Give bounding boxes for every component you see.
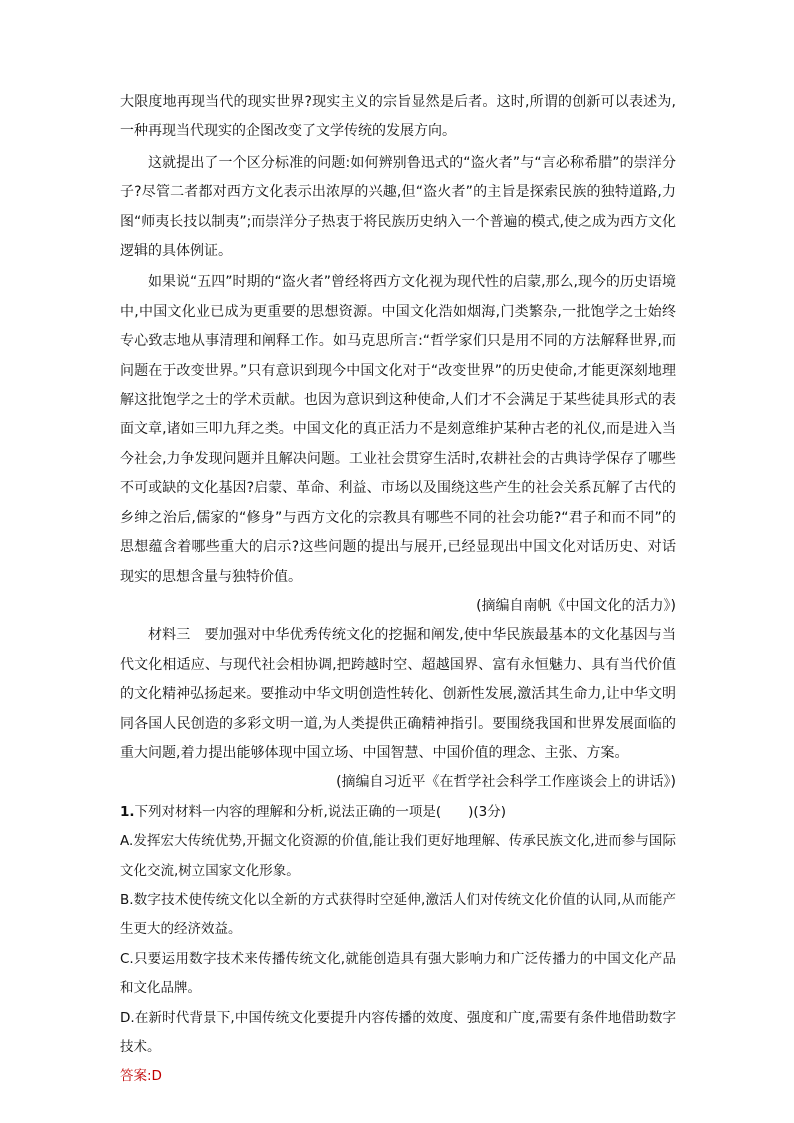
paragraph-chinese-culture: 如果说“五四”时期的“盗火者”曾经将西方文化视为现代性的启蒙,那么,现今的历史语境中,中国文化业已成为更重要的思想资源。中国文化浩如烟海,门类繁杂,一批饱学之士始终专心致志地从事清理和阐释工作。如马克思所言:“哲学家们只是用不同的方法解释世界,而问题在于改变世界。”只有意识到现今中国文化对于“改变世界”的历史使命,才能更深刻地理解这批饱学之士的学术贡献。也因为意识到这种使命,人们才不会满足于某些徒具形式的表面文章,诸如三叩九拜之类。中国文化的真正活力不是刻意维护某种古老的礼仪,而是进入当今社会,力争发现问题并且解决问题。工业社会贯穿生活时,农耕社会的古典诗学保存了哪些不可或缺的文化基因?启蒙、革命、利益、市场以及围绕这些产生的社会关系瓦解了古代的乡绅之治后,儒家的“修身”与西方文化的宗教具有哪些不同的社会功能?“君子和而不同”的思想蕴含着哪些重大的启示?这些问题的提出与展开,已经显现出中国文化对话历史、对话现实的思想含量与独特价值。: [120, 274, 676, 585]
option-b: B.数字技术使传统文化以全新的方式获得时空延伸,激活人们对传统文化价值的认同,从而能产生更大的经济效益。: [120, 891, 676, 938]
option-d: D.在新时代背景下,中国传统文化要提升内容传播的效度、强度和广度,需要有条件地借助数字技术。: [120, 1009, 676, 1055]
paragraph-distinction: 这就提出了一个区分标准的问题:如何辨别鲁迅式的“盗火者”与“言必称希腊”的崇洋分子?尽管二者都对西方文化表示出浓厚的兴趣,但“盗火者”的主旨是探索民族的独特道路,力图“师夷长技以制夷”;而崇洋分子热衷于将民族历史纳入一个普遍的模式,使之成为西方文化逻辑的具体例证。: [120, 154, 676, 260]
question-text: 下列对材料一内容的理解和分析,说法正确的一项是( )(3分): [134, 803, 506, 820]
answer-key: 答案:D: [120, 1068, 162, 1085]
option-c: C.只要运用数字技术来传播传统文化,就能创造具有强大影响力和广泛传播力的中国文化产品和文化品牌。: [120, 950, 676, 997]
option-a: A.发挥宏大传统优势,开掘文化资源的价值,能让我们更好地理解、传承民族文化,进而参与国际文化交流,树立国家文化形象。: [120, 833, 676, 879]
paragraph-material-three: 材料三 要加强对中华优秀传统文化的挖掘和阐发,使中华民族最基本的文化基因与当代文化相适应、与现代社会相协调,把跨越时空、超越国界、富有永恒魅力、具有当代价值的文化精神弘扬起来。要推动中华文明创造性转化、创新性发展,激活其生命力,让中华文明同各国人民创造的多彩文明一道,为人类提供正确精神指引。要围绕我国和世界发展面临的重大问题,着力提出能够体现中国立场、中国智慧、中国价值的理念、主张、方案。: [120, 627, 676, 761]
paragraph-continued: 大限度地再现当代的现实世界?现实主义的宗旨显然是后者。这时,所谓的创新可以表述为,一种再现当代现实的企图改变了文学传统的发展方向。: [120, 94, 676, 140]
source-citation-speech: (摘编自习近平《在哲学社会科学工作座谈会上的讲话》): [336, 774, 676, 791]
question-number: 1.: [120, 803, 135, 820]
question-stem: [120, 798, 676, 827]
source-citation-nanfan: (摘编自南帆《中国文化的活力》): [476, 597, 676, 614]
document-body: [120, 88, 676, 1092]
